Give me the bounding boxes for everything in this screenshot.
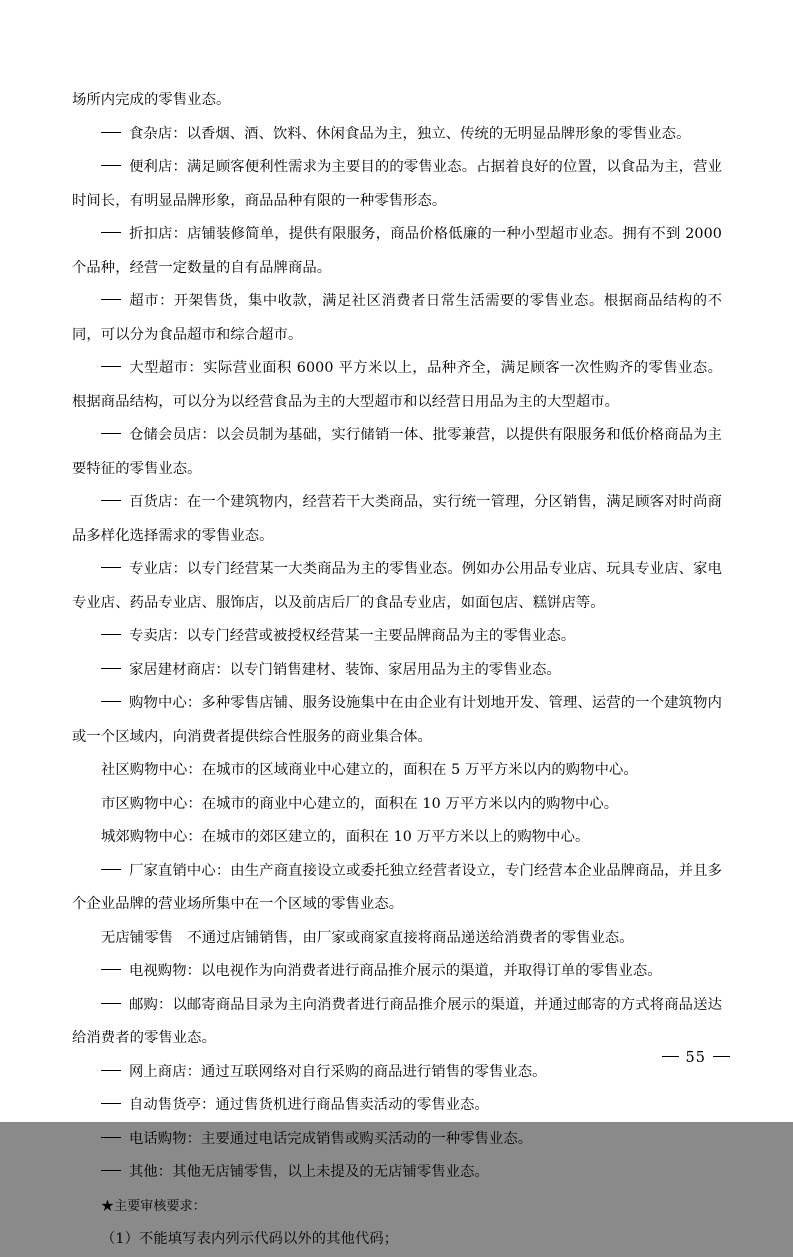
dash-marker-icon — [101, 1070, 121, 1071]
dash-marker-icon — [101, 567, 121, 568]
page-number-dash-left-icon — [662, 1056, 679, 1057]
dash-marker-icon — [101, 433, 121, 434]
paragraph — [72, 553, 722, 620]
paragraph-text: 电视购物：以电视作为向消费者进行商品推介展示的渠道，并取得订单的零售业态。 — [129, 963, 662, 979]
paragraph — [72, 687, 722, 754]
paragraph — [72, 855, 722, 922]
paragraph — [72, 1089, 722, 1123]
page-number — [0, 1050, 737, 1066]
paragraph — [72, 989, 722, 1056]
paragraph-text: 市区购物中心：在城市的商业中心建立的，面积在 10 万平方米以内的购物中心。 — [101, 795, 619, 812]
dash-marker-icon — [101, 366, 121, 367]
paragraph — [72, 821, 722, 855]
paragraph — [72, 419, 722, 486]
dash-marker-icon — [101, 701, 121, 702]
paragraph-text: 百货店：在一个建筑物内，经营若干大类商品，实行统一管理，分区销售，满足顾客对时尚商品多样化选择需求的零售业态。 — [72, 494, 722, 544]
paragraph-text: 场所内完成的零售业态。 — [72, 92, 231, 108]
dash-marker-icon — [101, 299, 121, 300]
dash-marker-icon — [101, 869, 121, 870]
paragraph — [72, 84, 722, 118]
paragraph-text: 购物中心：多种零售店铺、服务设施集中在由企业有计划地开发、管理、运营的一个建筑物内或一个区域内，向消费者提供综合性服务的商业集合体。 — [72, 695, 722, 745]
paragraph-text: 网上商店：通过互联网络对自行采购的商品进行销售的零售业态。 — [129, 1063, 547, 1080]
paragraph — [72, 620, 722, 654]
paragraph-text: 社区购物中心：在城市的区域商业中心建立的，面积在 5 万平方米以内的购物中心。 — [101, 762, 638, 778]
paragraph-text: 超市：开架售货，集中收款，满足社区消费者日常生活需要的零售业态。根据商品结构的不同，可以分为食品超市和综合超市。 — [72, 293, 722, 343]
paragraph — [72, 151, 722, 218]
paragraph — [72, 352, 722, 419]
dash-marker-icon — [101, 165, 121, 166]
paragraph-text: 折扣店：店铺装修简单，提供有限服务，商品价格低廉的一种小型超市业态。拥有不到 2000 个品种，经营一定数量的自有品牌商品。 — [72, 226, 722, 276]
dash-marker-icon — [101, 1170, 121, 1171]
dash-marker-icon — [101, 1003, 121, 1004]
paragraph-text: 厂家直销中心：由生产商直接设立或委托独立经营者设立，专门经营本企业品牌商品，并且多个企业品牌的营业场所集中在一个区域的零售业态。 — [72, 862, 722, 912]
paragraph — [72, 486, 722, 553]
paragraph — [72, 754, 722, 788]
dash-marker-icon — [101, 500, 121, 501]
paragraph-text: 城郊购物中心：在城市的郊区建立的，面积在 10 万平方米以上的购物中心。 — [101, 829, 590, 845]
paragraph-text: 专卖店：以专门经营或被授权经营某一主要品牌商品为主的零售业态。 — [129, 628, 576, 644]
paragraph-text: 其他：其他无店铺零售，以上未提及的无店铺零售业态。 — [129, 1164, 489, 1180]
paragraph-text: 无店铺零售 不通过店铺销售，由厂家或商家直接将商品递送给消费者的零售业态。 — [101, 929, 634, 946]
dash-marker-icon — [101, 1137, 121, 1138]
paragraph-text: 专业店：以专门经营某一大类商品为主的零售业态。例如办公用品专业店、玩具专业店、家电专业店、药品专业店、服饰店，以及前店后厂的食品专业店，如面包店、糕饼店等。 — [72, 561, 722, 611]
paragraph-text: 电话购物：主要通过电话完成销售或购买活动的一种零售业态。 — [129, 1130, 533, 1147]
paragraph — [72, 218, 722, 285]
paragraph-text: ★主要审核要求： — [101, 1198, 206, 1214]
paragraph-text: 自动售货亭：通过售货机进行商品售卖活动的零售业态。 — [129, 1097, 489, 1113]
dash-marker-icon — [101, 668, 121, 669]
dash-marker-icon — [101, 1103, 121, 1104]
dash-marker-icon — [101, 634, 121, 635]
audit-requirements-heading — [72, 1190, 722, 1224]
paragraph-text: （1）不能填写表内列示代码以外的其他代码； — [101, 1231, 399, 1247]
paragraph — [72, 285, 722, 352]
dash-marker-icon — [101, 969, 121, 970]
paragraph — [72, 922, 722, 956]
paragraph — [72, 118, 722, 152]
paragraph-text: 邮购：以邮寄商品目录为主向消费者进行商品推介展示的渠道，并通过邮寄的方式将商品送达给消费者的零售业态。 — [72, 996, 722, 1046]
paragraph-text: 仓储会员店：以会员制为基础，实行储销一体、批零兼营，以提供有限服务和低价格商品为主要特征的零售业态。 — [72, 427, 722, 477]
page-number-dash-right-icon — [713, 1056, 730, 1057]
paragraph — [72, 955, 722, 989]
paragraph — [72, 788, 722, 822]
paragraph — [72, 1223, 722, 1257]
dash-marker-icon — [101, 132, 121, 133]
paragraph-text: 食杂店：以香烟、酒、饮料、休闲食品为主，独立、传统的无明显品牌形象的零售业态。 — [129, 125, 691, 142]
dash-marker-icon — [101, 232, 121, 233]
paragraph-text: 大型超市：实际营业面积 6000 平方米以上，品种齐全，满足顾客一次性购齐的零售业态。根据商品结构，可以分为以经营食品为主的大型超市和以经营日用品为主的大型超市。 — [72, 360, 722, 410]
paragraph-text: 便利店：满足顾客便利性需求为主要目的的零售业态。占据着良好的位置，以食品为主，营业时间长，有明显品牌形象，商品品种有限的一种零售形态。 — [72, 159, 722, 209]
paragraph — [72, 1156, 722, 1190]
paragraph-text: 家居建材商店：以专门销售建材、装饰、家居用品为主的零售业态。 — [129, 661, 561, 678]
paragraph — [72, 1123, 722, 1157]
paragraph — [72, 654, 722, 688]
page-number-value: 55 — [685, 1050, 706, 1066]
document-body — [72, 84, 722, 1257]
